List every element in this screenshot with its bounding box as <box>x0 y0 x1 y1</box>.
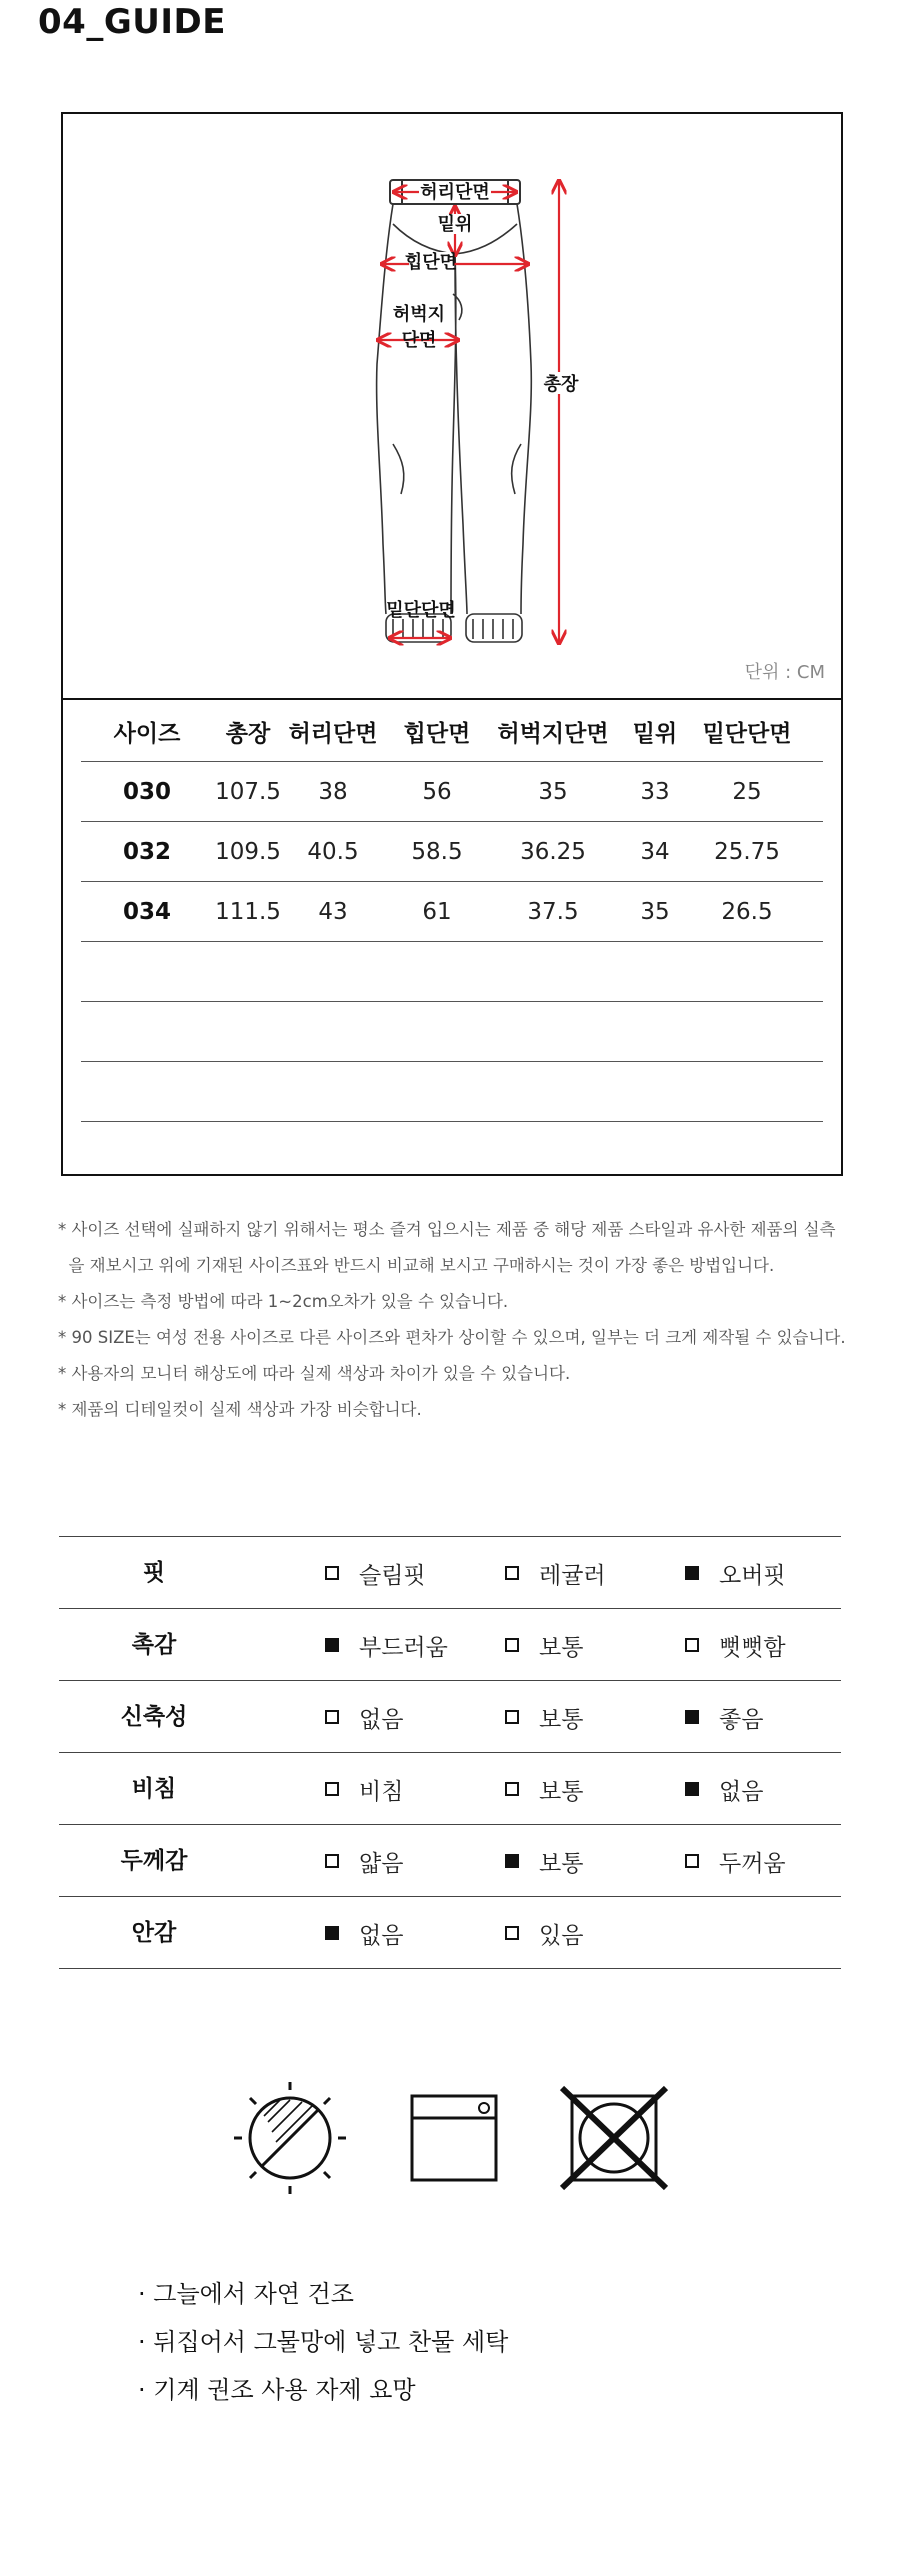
col-hem: 밑단단면 <box>702 721 792 747</box>
dry-in-shade-icon <box>234 2082 346 2194</box>
attr-option <box>505 1897 583 1969</box>
note-line: * 사용자의 모니터 해상도에 따라 실제 색상과 차이가 있을 수 있습니다. <box>58 1364 571 1383</box>
col-waist: 허리단면 <box>288 721 378 747</box>
attr-option-label: 오버핏 <box>719 1562 786 1589</box>
attr-option <box>505 1753 583 1825</box>
checked-box-icon <box>505 1854 519 1868</box>
attr-option-label: 얇음 <box>359 1850 404 1877</box>
attr-option-label: 슬림핏 <box>359 1562 426 1589</box>
attr-option-label: 두꺼움 <box>719 1850 786 1877</box>
note-line: * 제품의 디테일컷이 실제 색상과 가장 비슷합니다. <box>58 1400 422 1419</box>
col-thigh: 허벅지단면 <box>497 721 609 747</box>
hip-label: 힙단면 <box>404 252 458 273</box>
unchecked-box-icon <box>685 1638 699 1652</box>
unchecked-box-icon <box>325 1566 339 1580</box>
care-instruction: · 그늘에서 자연 건조 <box>138 2280 354 2308</box>
table-cell: 030 <box>122 778 171 805</box>
attr-option-label: 보통 <box>539 1850 584 1877</box>
attr-option <box>325 1537 426 1609</box>
attr-option <box>685 1681 763 1753</box>
attr-option-label: 비침 <box>359 1778 404 1805</box>
attr-option <box>505 1681 583 1753</box>
table-row <box>81 762 823 822</box>
pants-diagram <box>63 114 841 700</box>
attr-row-stretch <box>59 1681 841 1753</box>
table-cell: 034 <box>122 898 171 925</box>
attr-option-label: 부드러움 <box>359 1634 448 1661</box>
attr-option <box>325 1825 403 1897</box>
attr-option <box>505 1609 583 1681</box>
attr-option <box>505 1825 583 1897</box>
checked-box-icon <box>685 1710 699 1724</box>
table-cell: 61 <box>422 898 452 925</box>
pants-illustration <box>63 114 841 700</box>
attr-option-label: 보통 <box>539 1634 584 1661</box>
attr-option <box>685 1537 786 1609</box>
attr-row-fit <box>59 1537 841 1609</box>
unchecked-box-icon <box>325 1782 339 1796</box>
table-cell: 032 <box>122 838 171 865</box>
thigh-label-line2: 단면 <box>401 330 437 351</box>
table-row-empty <box>81 1062 823 1122</box>
table-row-empty <box>81 942 823 1002</box>
unit-label: 단위 : CM <box>744 662 825 683</box>
size-table-header <box>81 702 823 762</box>
attr-option <box>505 1537 606 1609</box>
attr-row-lining <box>59 1897 841 1969</box>
unchecked-box-icon <box>685 1854 699 1868</box>
care-instruction: · 기계 권조 사용 자제 요망 <box>138 2376 416 2404</box>
table-cell: 111.5 <box>215 898 281 925</box>
table-cell: 56 <box>422 778 452 805</box>
attr-option <box>325 1897 403 1969</box>
waist-label: 허리단면 <box>420 182 490 203</box>
table-cell: 35 <box>538 778 568 805</box>
attr-option-label: 있음 <box>539 1922 584 1949</box>
rise-label: 밑위 <box>437 214 473 235</box>
attr-option <box>685 1609 786 1681</box>
unchecked-box-icon <box>325 1854 339 1868</box>
attr-option-label: 뻣뻣함 <box>719 1634 786 1661</box>
unchecked-box-icon <box>325 1710 339 1724</box>
attr-option <box>685 1753 763 1825</box>
attr-option-label: 없음 <box>359 1922 404 1949</box>
table-row-empty <box>81 1002 823 1062</box>
table-cell: 109.5 <box>215 838 281 865</box>
product-attributes-table <box>59 1536 841 1969</box>
table-cell: 36.25 <box>520 838 586 865</box>
attr-option-label: 없음 <box>719 1778 764 1805</box>
page-title: 04_GUIDE <box>38 2 226 42</box>
table-cell: 43 <box>318 898 348 925</box>
note-line: 을 재보시고 위에 기재된 사이즈표와 반드시 비교해 보시고 구매하시는 것이 가장 좋은 방법입니다. <box>58 1256 775 1275</box>
attr-row-sheerness <box>59 1753 841 1825</box>
unchecked-box-icon <box>505 1926 519 1940</box>
col-length: 총장 <box>225 721 271 747</box>
table-cell: 26.5 <box>721 898 773 925</box>
care-icons <box>232 2078 672 2202</box>
col-hip: 힙단면 <box>403 721 471 747</box>
unchecked-box-icon <box>505 1566 519 1580</box>
unchecked-box-icon <box>505 1710 519 1724</box>
note-line: * 사이즈 선택에 실패하지 않기 위해서는 평소 즐겨 입으시는 제품 중 해당 제품 스타일과 유사한 제품의 실측 <box>58 1220 836 1239</box>
size-table <box>81 702 823 1122</box>
attr-option-label: 없음 <box>359 1706 404 1733</box>
do-not-tumble-dry-icon <box>562 2088 666 2188</box>
size-guide-box <box>61 112 843 1176</box>
attr-row-texture <box>59 1609 841 1681</box>
table-cell: 25 <box>732 778 762 805</box>
table-row <box>81 822 823 882</box>
size-notes <box>58 1212 878 1428</box>
unchecked-box-icon <box>505 1638 519 1652</box>
table-row <box>81 882 823 942</box>
table-cell: 40.5 <box>307 838 359 865</box>
checked-box-icon <box>685 1566 699 1580</box>
table-cell: 58.5 <box>411 838 463 865</box>
col-size: 사이즈 <box>113 721 181 747</box>
attr-row-thickness <box>59 1825 841 1897</box>
care-instruction: · 뒤집어서 그물망에 넣고 찬물 세탁 <box>138 2328 509 2356</box>
attr-option-label: 레귤러 <box>539 1562 606 1589</box>
note-line: * 사이즈는 측정 방법에 따라 1~2cm오차가 있을 수 있습니다. <box>58 1292 509 1311</box>
note-line: * 90 SIZE는 여성 전용 사이즈로 다른 사이즈와 편차가 상이할 수 있으며, 일부는 더 크게 제작될 수 있습니다. <box>58 1328 846 1347</box>
table-cell: 25.75 <box>714 838 780 865</box>
attr-option-label: 보통 <box>539 1706 584 1733</box>
attr-label: 비침 <box>131 1776 177 1802</box>
table-cell: 35 <box>640 898 670 925</box>
care-instructions <box>138 2270 508 2414</box>
length-label: 총장 <box>543 374 579 395</box>
table-cell: 33 <box>640 778 670 805</box>
attr-label: 안감 <box>131 1920 177 1946</box>
table-cell: 107.5 <box>215 778 281 805</box>
table-cell: 38 <box>318 778 348 805</box>
table-cell: 34 <box>640 838 670 865</box>
attr-option-label: 좋음 <box>719 1706 764 1733</box>
attr-option-label: 보통 <box>539 1778 584 1805</box>
attr-option <box>685 1825 786 1897</box>
attr-label: 촉감 <box>131 1632 177 1658</box>
unchecked-box-icon <box>505 1782 519 1796</box>
table-cell: 37.5 <box>527 898 579 925</box>
checked-box-icon <box>685 1782 699 1796</box>
checked-box-icon <box>325 1638 339 1652</box>
attr-option <box>325 1681 403 1753</box>
thigh-label-line1: 허벅지 <box>392 304 446 325</box>
attr-label: 신축성 <box>120 1704 188 1730</box>
checked-box-icon <box>325 1926 339 1940</box>
tumble-dry-icon <box>412 2096 496 2180</box>
attr-label: 핏 <box>142 1560 166 1586</box>
attr-option <box>325 1609 448 1681</box>
attr-option <box>325 1753 403 1825</box>
attr-label: 두께감 <box>120 1848 188 1874</box>
col-rise: 밑위 <box>632 721 678 747</box>
hem-label: 밑단단면 <box>386 600 456 621</box>
